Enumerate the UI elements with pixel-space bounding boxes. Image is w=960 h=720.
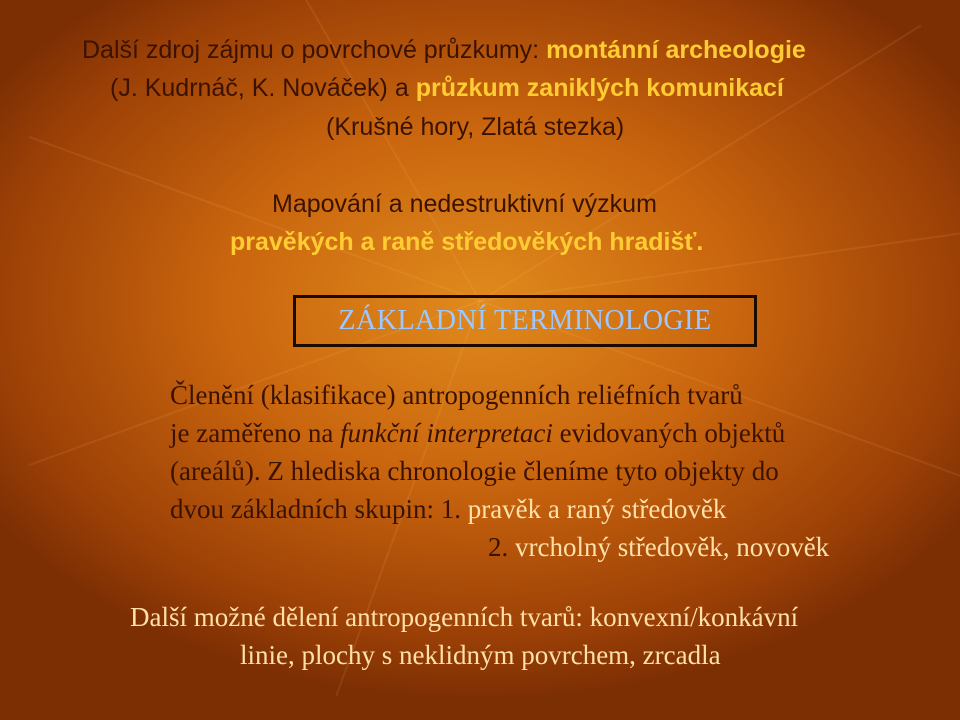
para-text: evidovaných objektů <box>552 418 786 448</box>
mapping-line-1 <box>272 187 657 221</box>
mapping-highlight: pravěkých a raně středověkých hradišť. <box>230 228 704 256</box>
other-text: Další možné dělení antropogenních tvarů: konvexní/konkávní <box>130 602 799 632</box>
other-line-2 <box>240 638 721 672</box>
para-text: Členění (klasifikace) antropogenních reliéfních tvarů <box>170 380 743 410</box>
intro-text: Další zdroj zájmu o povrchové průzkumy: <box>82 36 547 64</box>
para-line-5 <box>488 530 829 564</box>
para-italic: funkční interpretaci <box>340 418 553 448</box>
para-line-4 <box>170 492 726 526</box>
para-text: dvou základních skupin: 1. <box>170 494 468 524</box>
intro-line-3 <box>326 110 624 144</box>
para-line-1 <box>170 378 743 412</box>
intro-text: (J. Kudrnáč, K. Nováček) a <box>110 74 416 102</box>
para-text: 2. <box>488 532 515 562</box>
other-line-1 <box>130 600 798 634</box>
intro-line-2 <box>110 71 784 105</box>
terminology-heading-box <box>293 295 757 347</box>
para-text: (areálů). Z hlediska chronologie členíme tyto objekty do <box>170 456 779 486</box>
para-highlight-medieval: vrcholný středověk, novověk <box>515 532 830 562</box>
highlight-mining-archaeology: montánní archeologie <box>546 36 806 64</box>
para-line-2 <box>170 416 785 450</box>
highlight-communications-survey: průzkum zaniklých komunikací <box>415 74 784 102</box>
terminology-heading: ZÁKLADNÍ TERMINOLOGIE <box>338 305 712 336</box>
mapping-line-2 <box>230 225 703 259</box>
mapping-text: Mapování a nedestruktivní výzkum <box>272 190 657 218</box>
other-text: linie, plochy s neklidným povrchem, zrcadla <box>240 640 721 670</box>
para-highlight-prehistory: pravěk a raný středověk <box>467 494 727 524</box>
para-text: je zaměřeno na <box>170 418 341 448</box>
intro-line-1 <box>82 33 806 67</box>
intro-text: (Krušné hory, Zlatá stezka) <box>326 113 625 141</box>
para-line-3 <box>170 454 779 488</box>
